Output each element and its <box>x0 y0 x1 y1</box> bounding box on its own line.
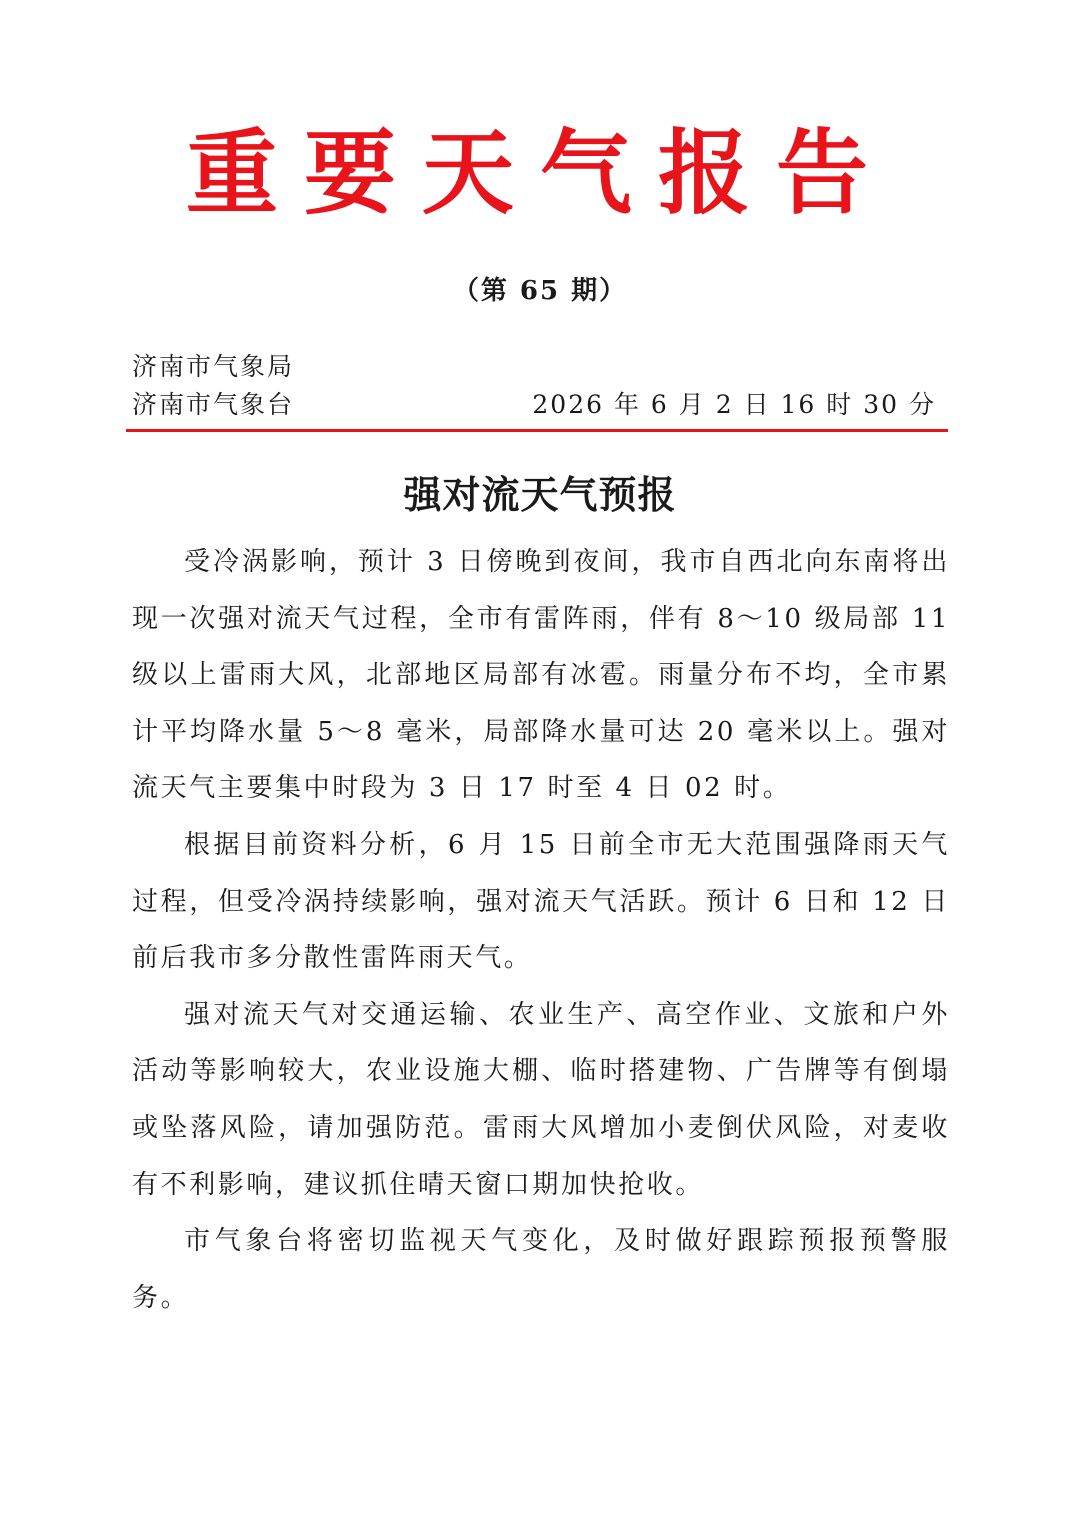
issuer-station: 济南市气象台 <box>132 390 295 419</box>
paragraph: 根据目前资料分析，6 月 15 日前全市无大范围强降雨天气过程，但受冷涡持续影响，强对流天气活跃。预计 6 日和 12 日前后我市多分散性雷阵雨天气。 <box>132 829 950 974</box>
paragraph: 强对流天气对交通运输、农业生产、高空作业、文旅和户外活动等影响较大，农业设施大棚、临时搭建物、广告牌等有倒塌或坠落风险，请加强防范。雷雨大风增加小麦倒伏风险，对麦收有不利影响，建议抓住晴天窗口期加快抢收。 <box>132 999 950 1200</box>
article-body <box>132 534 950 1326</box>
issuer-bureau: 济南市气象局 <box>132 352 295 381</box>
report-title: 重要天气报告 <box>185 119 894 227</box>
red-divider <box>126 429 948 432</box>
article-headline: 强对流天气预报 <box>403 472 677 517</box>
paragraph: 市气象台将密切监视天气变化，及时做好跟踪预报预警服务。 <box>132 1226 950 1313</box>
paragraph: 受冷涡影响，预计 3 日傍晚到夜间，我市自西北向东南将出现一次强对流天气过程，全市有雷阵雨，伴有 8～10 级局部 11 级以上雷雨大风，北部地区局部有冰雹。雨量分布不均，全市累计平均降水量 5～8 毫米，局部降水量可达 20 毫米以上。强对流天气主要集中时段为 3 日 17 时至 4 日 02 时。 <box>132 547 950 804</box>
issue-datetime: 2026 年 6 月 2 日 16 时 30 分 <box>532 390 936 419</box>
issue-number: （第 65 期） <box>452 276 628 306</box>
